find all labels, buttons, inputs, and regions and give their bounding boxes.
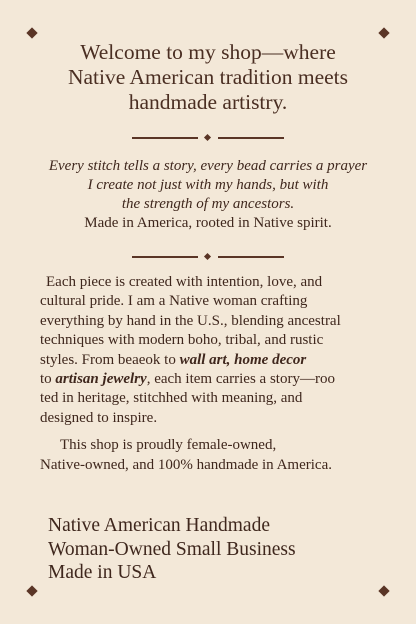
paragraph-line: Each piece is created with intention, love, and [46,274,323,290]
ornamental-divider [132,254,284,260]
footer-line: Native American Handmade [48,515,270,536]
heading-line: Welcome to my shop—where [80,40,336,64]
footer-line: Woman-Owned Small Business [48,538,296,560]
paragraph-line: everything by hand in the U.S., blending ancestral [40,312,341,329]
paragraph-line: ted in heritage, stitchhed with meaning, and [40,390,303,407]
quote-block [0,157,416,233]
welcome-heading [0,40,416,115]
paragraph-line: styles. From beaeok to wall art, home decor [40,351,307,368]
paragraph-line: techniques with modern boho, tribal, and rustic [40,332,324,349]
quote-line: I create not just with my hands, but with [87,177,329,193]
heading-line: Native American tradition meets [67,65,348,89]
corner-ornament-top-left [26,27,37,38]
heading-line: handmade artistry. [128,90,288,114]
corner-ornament-bottom-right [378,585,389,596]
corner-ornament-bottom-left [26,585,37,596]
paragraph-line: This shop is proudly female-owned, [60,437,277,454]
footer-line: Made in USA [48,562,157,583]
paragraph-line: Native-owned, and 100% handmade in America. [40,456,332,473]
quote-tagline: Made in America, rooted in Native spirit. [84,215,332,231]
about-text [40,273,392,475]
emphasis-text: artisan jewelry [55,371,147,388]
quote-line: the strength of my ancestors. [121,196,295,212]
ornamental-divider [132,135,284,141]
quote-line: Every stitch tells a story, every bead carries a prayer [48,158,368,174]
corner-ornament-top-right [378,27,389,38]
paragraph-line: cultural pride. I am a Native woman crafting [40,293,308,310]
emphasis-text: wall art, home decor [179,351,307,368]
footer-tagline [48,514,388,585]
paragraph-line: to artisan jewelry, each item carries a story—roo [40,371,335,388]
paragraph-line: designed to inspire. [40,409,158,426]
